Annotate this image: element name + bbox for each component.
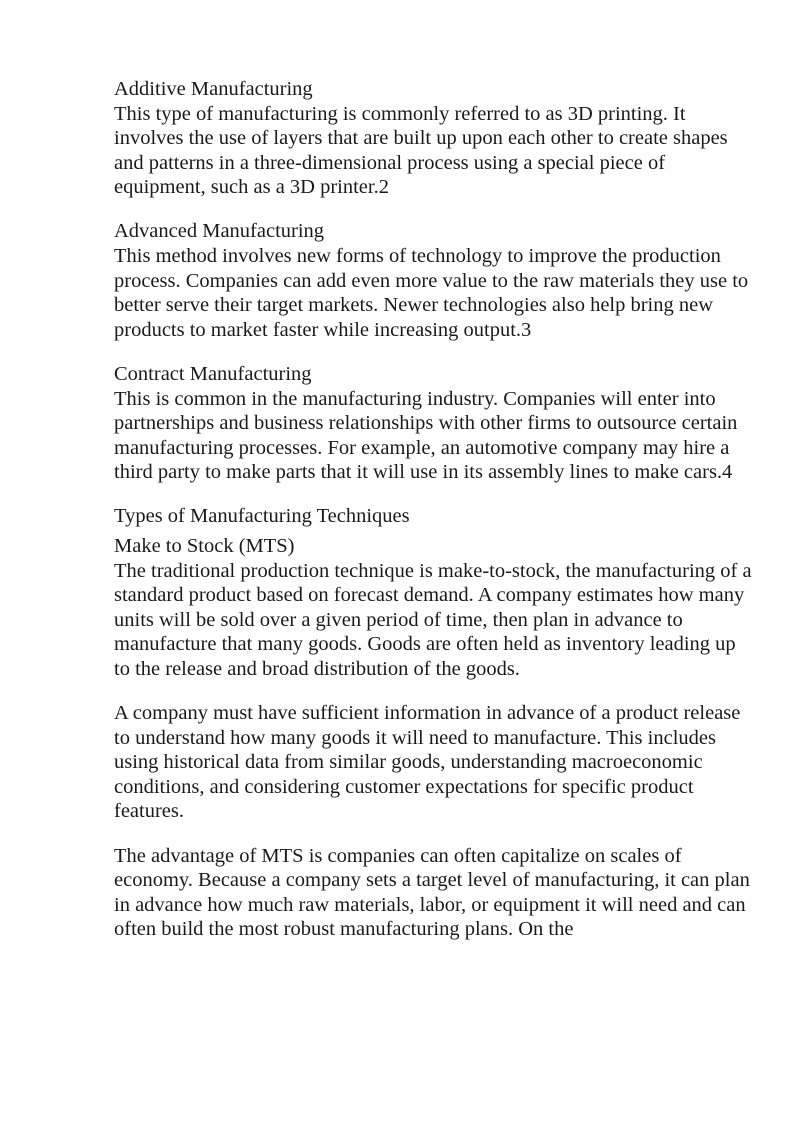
section-additive-manufacturing <box>114 77 754 200</box>
paragraph: The traditional production technique is make-to-stock, the manufacturing of a standard product based on forecast demand. A company estimates how many units will be sold over a given period of time, then plan in advance to manufacture that many goods. Goods are often held as inventory leading up to the release and broad distribution of the goods. <box>114 559 752 680</box>
section-manufacturing-techniques <box>114 504 754 942</box>
section-contract-manufacturing <box>114 362 754 485</box>
section-body: This method involves new forms of technology to improve the production process. Companies can add even more value to the raw materials they use to better serve their target markets. Newer technologies also help bring new products to market faster while increasing output.3 <box>114 245 749 341</box>
section-body: This is common in the manufacturing industry. Companies will enter into partnerships and business relationships with other firms to outsource certain manufacturing processes. For example, an automotive company may hire a third party to make parts that it will use in its assembly lines to make cars.4 <box>114 387 738 484</box>
section-heading: Additive Manufacturing <box>114 78 313 100</box>
techniques-subheading: Make to Stock (MTS) <box>114 535 295 557</box>
document-page <box>114 77 754 961</box>
paragraph: A company must have sufficient information in advance of a product release to understand how many goods it will need to manufacture. This includes using historical data from similar goods, understanding macroeconomic conditions, and considering customer expectations for specific product features. <box>114 702 741 823</box>
section-advanced-manufacturing <box>114 219 754 342</box>
paragraph: The advantage of MTS is companies can often capitalize on scales of economy. Because a company sets a target level of manufacturing, it can plan in advance how much raw materials, labor, or equipment it will need and can often build the most robust manufacturing plans. On the <box>114 844 750 941</box>
section-heading: Advanced Manufacturing <box>114 220 325 243</box>
section-body: This type of manufacturing is commonly referred to as 3D printing. It involves the use of layers that are built up upon each other to create shapes and patterns in a three-dimensional process using a special piece of equipment, such as a 3D printer.2 <box>114 102 728 199</box>
section-heading: Contract Manufacturing <box>114 362 312 385</box>
techniques-heading: Types of Manufacturing Techniques <box>114 505 410 528</box>
